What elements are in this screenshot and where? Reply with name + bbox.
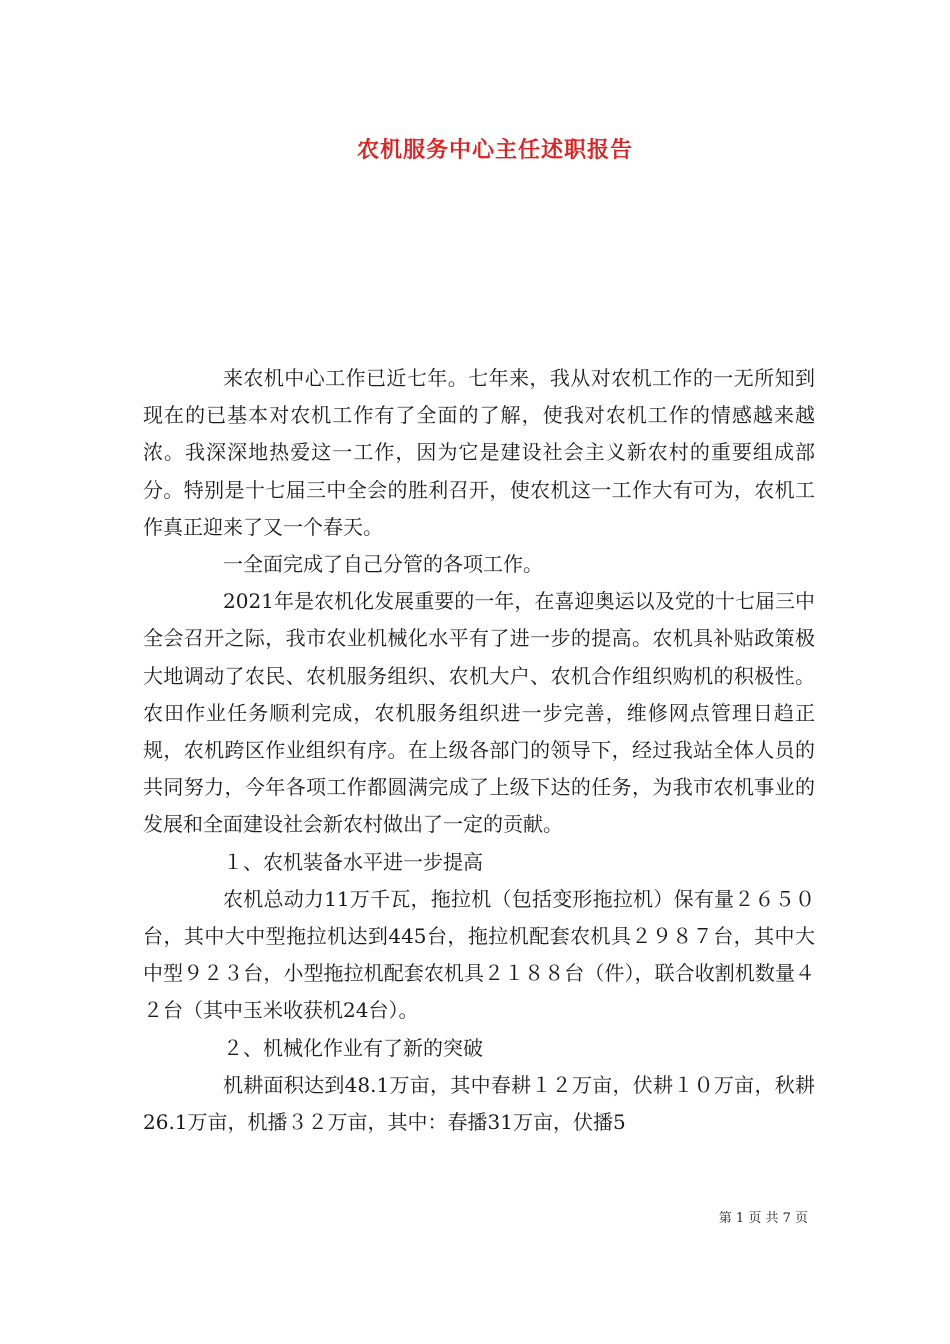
section-heading: １、农机装备水平进一步提高 [223, 849, 483, 874]
section-heading: ２、机械化作业有了新的突破 [223, 1035, 483, 1060]
paragraph: 来农机中心工作已近七年。七年来，我从对农机工作的一无所知到现在的已基本对农机工作有了全面的了解，使我对农机工作的情感越来越浓。我深深地热爱这一工作，因为它是建设社会主义新农村的重要组成部分。特别是十七届三中全会的胜利召开，使农机这一工作大有可为，农机工作真正迎来了又一个春天。 [143, 366, 815, 539]
paragraph: 一全面完成了自己分管的各项工作。 [223, 552, 543, 577]
paragraph: 机耕面积达到48.1万亩，其中春耕１２万亩，伏耕１０万亩，秋耕26.1万亩，机播３２万亩，其中：春播31万亩，伏播5 [143, 1072, 815, 1135]
document-body [143, 360, 815, 1141]
document-title: 农机服务中心主任述职报告 [356, 137, 633, 163]
paragraph: 2021年是农机化发展重要的一年，在喜迎奥运以及党的十七届三中全会召开之际，我市农业机械化水平有了进一步的提高。农机具补贴政策极大地调动了农民、农机服务组织、农机大户、农机合作组织购机的积极性。农田作业任务顺利完成，农机服务组织进一步完善，维修网点管理日趋正规，农机跨区作业组织有序。在上级各部门的领导下，经过我站全体人员的共同努力，今年各项工作都圆满完成了上级下达的任务，为我市农机事业的发展和全面建设社会新农村做出了一定的贡献。 [143, 589, 815, 837]
page-number-footer: 第 1 页 共 7 页 [718, 1211, 808, 1226]
paragraph: 农机总动力11万千瓦，拖拉机（包括变形拖拉机）保有量２６５０台，其中大中型拖拉机达到445台，拖拉机配套农机具２９８７台，其中大中型９２３台，小型拖拉机配套农机具２１８８台（件），联合收割机数量４２台（其中玉米收获机24台）。 [143, 886, 815, 1023]
